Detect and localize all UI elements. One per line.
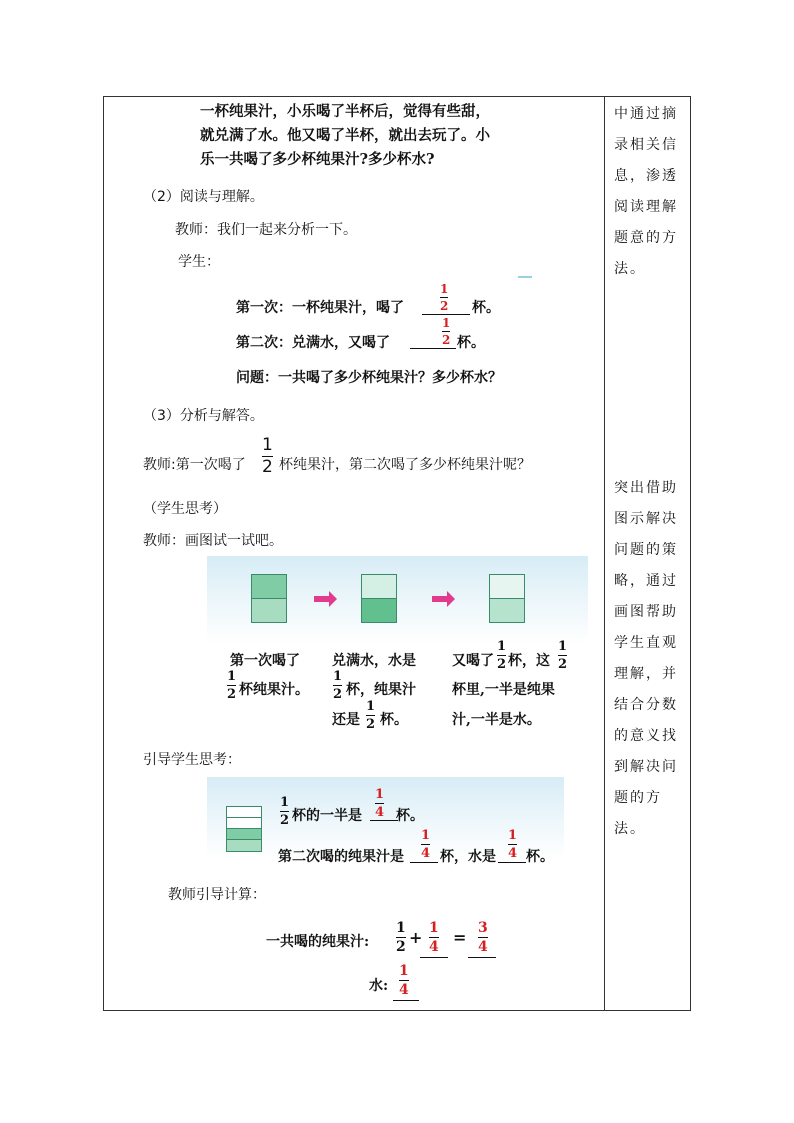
cup-full-icon	[251, 574, 287, 623]
guide-half-unit: 杯。	[396, 808, 424, 824]
caption3-a: 又喝了	[452, 653, 494, 669]
arrow-right-icon	[432, 596, 448, 602]
caption2-b: 杯，纯果汁	[346, 682, 416, 698]
first-line-label: 第一次：一杯纯果汁，喝了	[236, 300, 404, 316]
caption2-fraction-2: 1 2	[366, 699, 376, 732]
caption3-d: 汁,一半是水。	[452, 712, 541, 728]
problem-line-1: 一杯纯果汁，小乐喝了半杯后，觉得有些甜，	[200, 103, 490, 120]
cup-refilled-icon	[361, 574, 397, 623]
caption2-d: 杯。	[380, 712, 408, 728]
teacher-question-fraction: 1 2	[262, 435, 273, 477]
caption3-b: 杯，这	[508, 653, 550, 669]
guide-second-unit: 杯。	[526, 849, 554, 865]
calc-label: 教师引导计算：	[168, 887, 266, 903]
problem-line-3: 乐一共喝了多少杯纯果汁?多少杯水?	[200, 151, 435, 168]
calc-term-1: 1 2	[396, 920, 406, 955]
cup-half-icon	[489, 574, 525, 623]
calc-water-value: 1 4	[399, 963, 409, 998]
first-fraction: 1 2	[440, 282, 449, 313]
guide-second-text: 第二次喝的纯果汁是	[278, 849, 404, 865]
question-line: 问题：一共喝了多少杯纯果汁？多少杯水？	[236, 370, 502, 386]
guide-half-text: 杯的一半是	[292, 808, 362, 824]
guide-second-answer: 1 4	[421, 828, 431, 861]
guide-second-mid: 杯，水是	[440, 849, 496, 865]
guide-half-blank	[370, 820, 398, 821]
calc-plus: +	[409, 928, 423, 947]
teacher-question-post: 杯纯果汁，第二次喝了多少杯纯果汁呢？	[279, 457, 531, 473]
caption1-fraction: 1 2	[227, 669, 237, 702]
decor-dash	[518, 276, 532, 278]
second-line-label: 第二次：兑满水，又喝了	[236, 335, 390, 351]
cup-quarters-icon	[226, 806, 262, 852]
guide-half-fraction: 1 2	[280, 795, 290, 828]
caption3-fraction: 1 2	[497, 639, 507, 672]
first-unit: 杯。	[472, 300, 500, 316]
calc-water-label: 水:	[369, 978, 389, 994]
guide-water-answer: 1 4	[508, 828, 518, 861]
second-blank	[410, 348, 456, 349]
guide-label: 引导学生思考：	[143, 752, 241, 768]
student-think: （学生思考）	[143, 501, 227, 517]
arrow-right-icon	[314, 596, 330, 602]
calc-juice-label: 一共喝的纯果汁:	[266, 934, 370, 950]
caption2-a: 兑满水，水是	[332, 653, 416, 669]
calc-equals: =	[453, 928, 467, 947]
guide-half-answer: 1 4	[375, 787, 385, 820]
caption2-fraction: 1 2	[333, 669, 343, 702]
draw-prompt: 教师：画图试一试吧。	[143, 533, 283, 549]
guide-water-blank	[498, 862, 526, 863]
caption3-fraction-2: 1 2	[558, 639, 568, 672]
caption2-c: 还是	[332, 712, 360, 728]
caption1-b: 杯纯果汁。	[239, 682, 309, 698]
calc-result: 3 4	[478, 920, 488, 955]
second-unit: 杯。	[457, 335, 485, 351]
teacher-analyze: 教师：我们一起来分析一下。	[175, 222, 357, 238]
calc-result-blank	[468, 957, 496, 958]
teacher-question-pre: 教师:第一次喝了	[143, 457, 246, 473]
calc-water-blank	[393, 1000, 419, 1001]
section2-heading: （2）阅读与理解。	[143, 189, 264, 205]
first-blank	[422, 314, 470, 315]
problem-line-2: 就兑满了水。他又喝了半杯，就出去玩了。小	[200, 127, 490, 144]
column-divider	[604, 96, 605, 1011]
note-diagram: 突出借助图示解决问题的策略，通过画图帮助学生直观理解，并结合分数的意义找到解决问题的方法。	[614, 480, 678, 837]
caption1-a: 第一次喝了	[230, 653, 300, 669]
guide-second-blank	[410, 862, 438, 863]
caption3-c: 杯里,一半是纯果	[452, 682, 555, 698]
note-reading: 中通过摘录相关信息，渗透阅读理解题意的方法。	[614, 106, 678, 277]
student-label: 学生：	[178, 254, 220, 270]
calc-term-2: 1 4	[429, 920, 439, 955]
calc-term-2-blank	[420, 957, 448, 958]
section3-heading: （3）分析与解答。	[143, 408, 264, 424]
second-fraction: 1 2	[442, 316, 451, 347]
